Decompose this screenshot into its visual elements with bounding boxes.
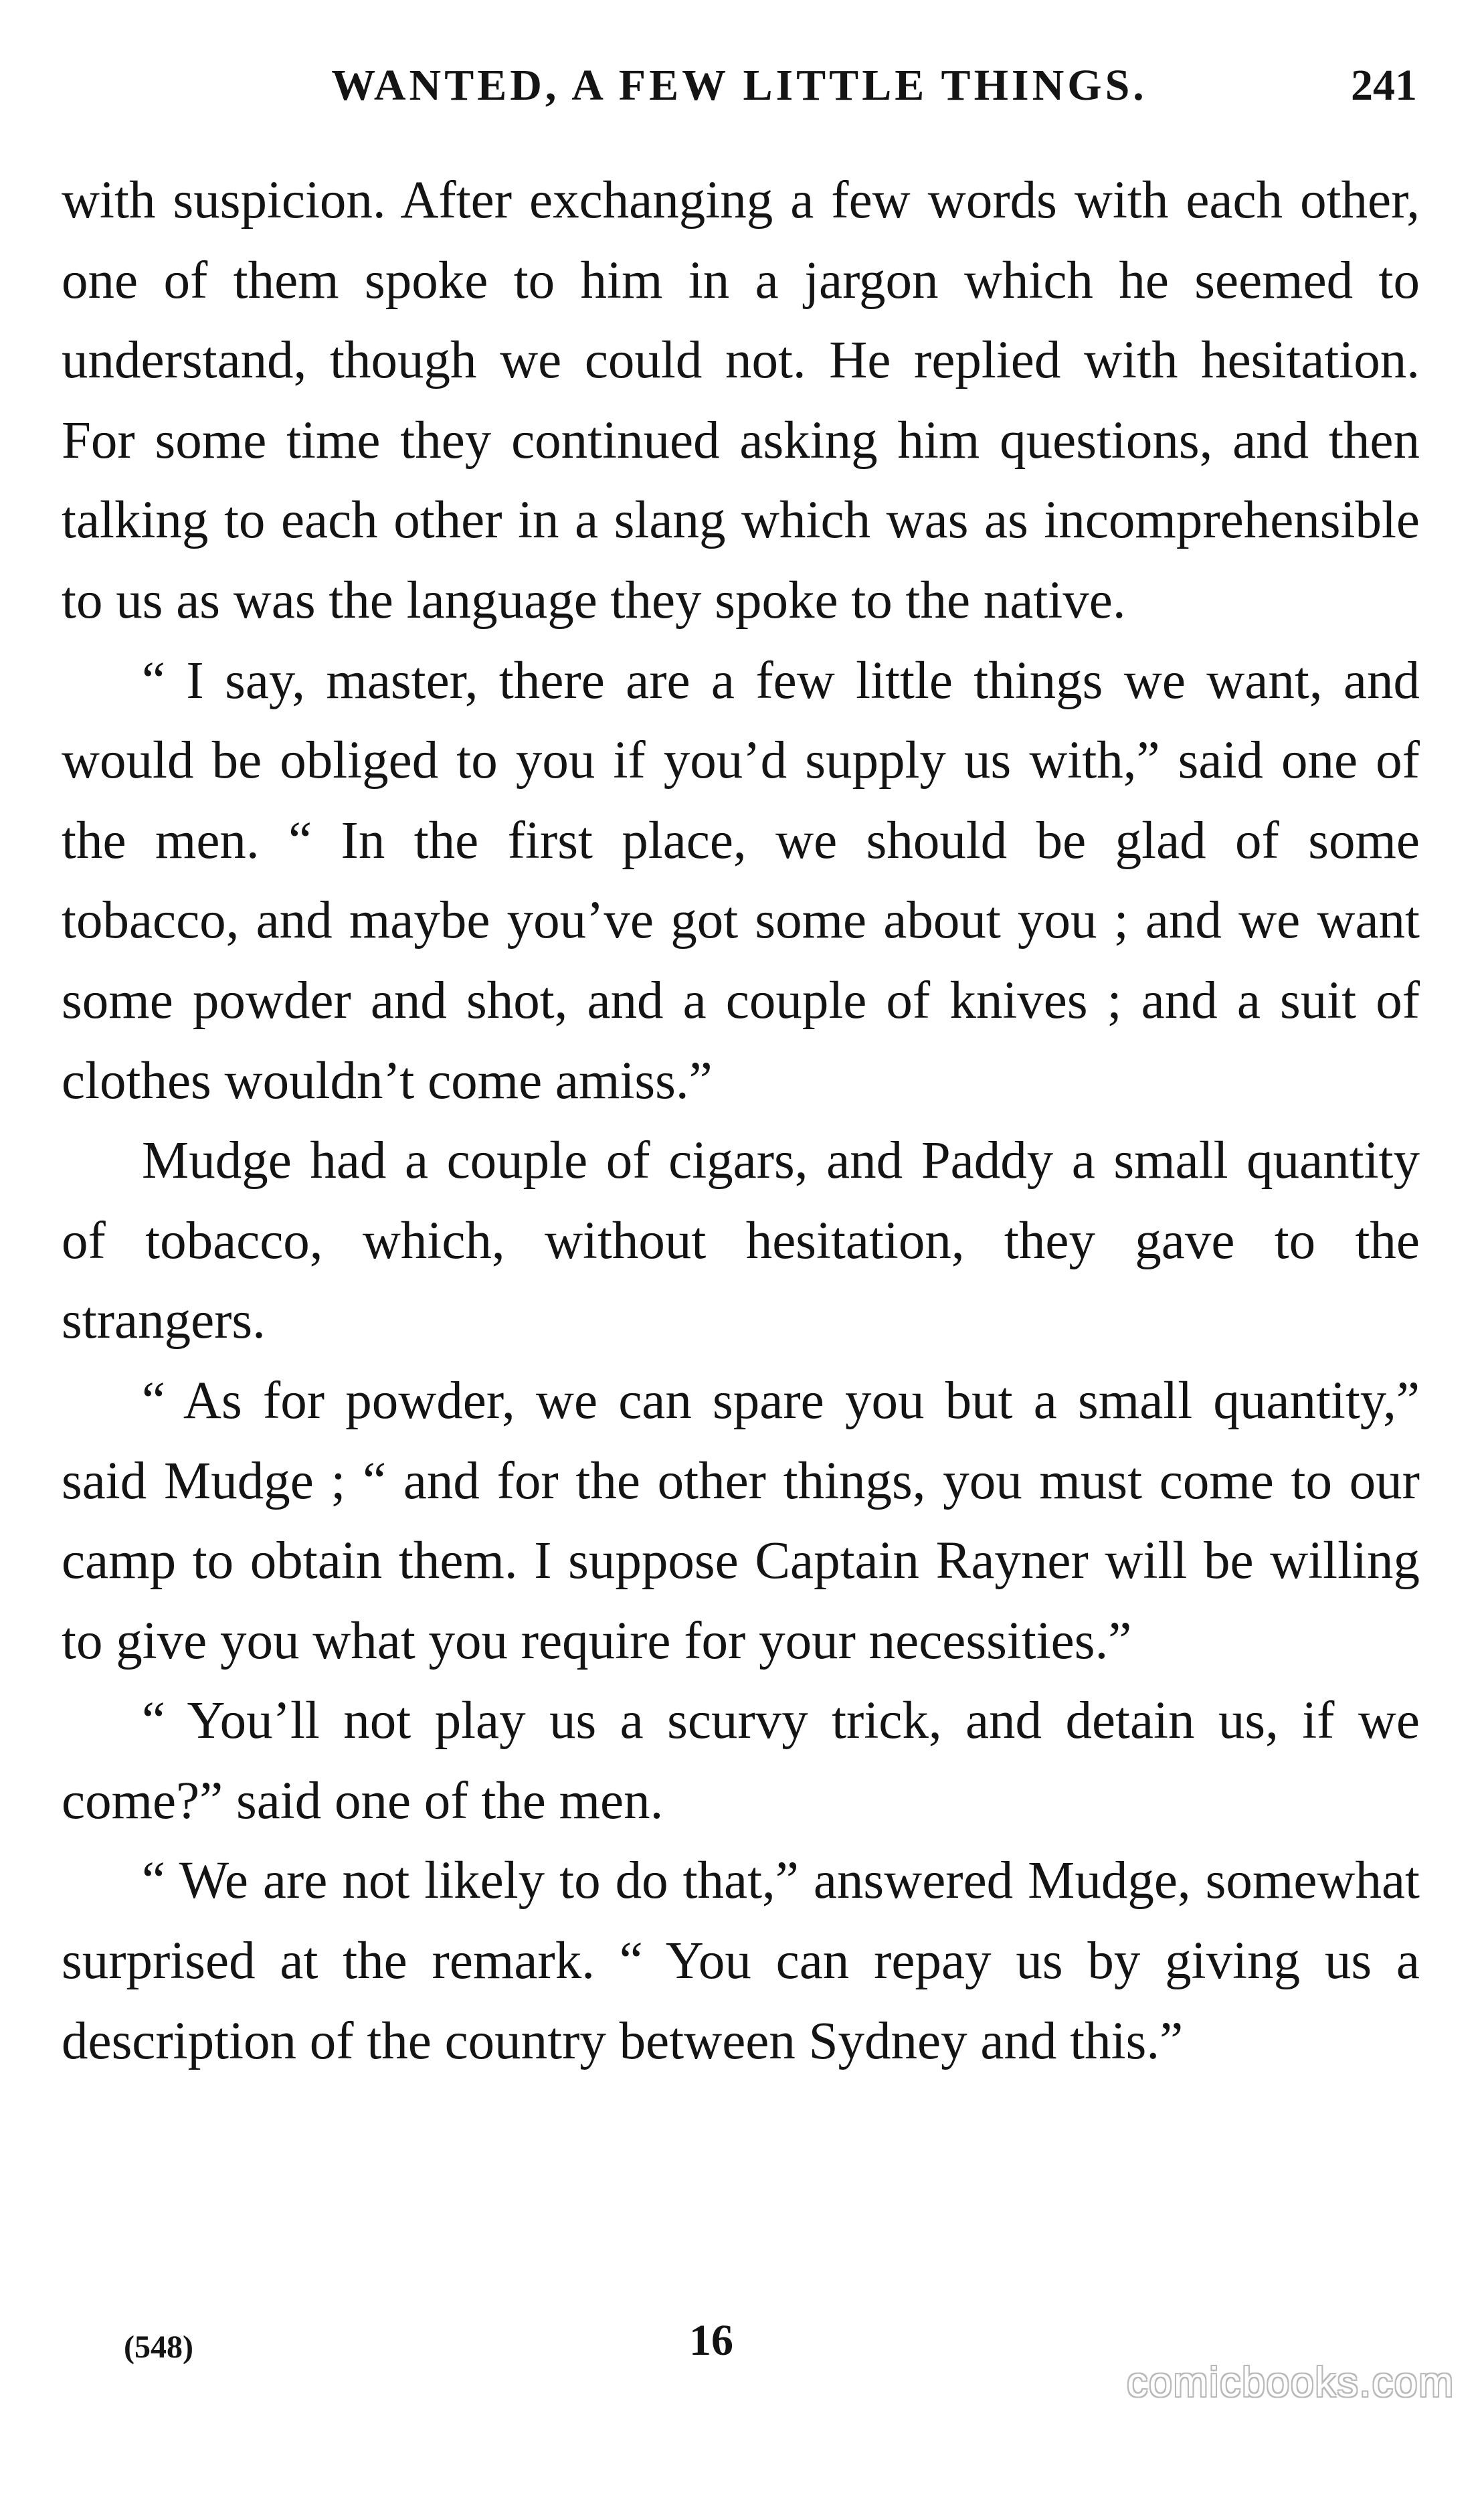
printer-mark: (548) [124, 2329, 193, 2365]
paragraph-6: “ We are not likely to do that,” answered Mudge, somewhat surprised at the remark. “ You can repay us by giving us a description of the country between Sydney and this.” [62, 1852, 1420, 2070]
running-header [0, 40, 1484, 127]
page-number: 241 [1351, 61, 1417, 110]
paragraph-2: “ I say, master, there are a few little things we want, and would be obliged to you if you’d supply us with,” said one of the men. “ In the first place, we should be glad of some tobacco, and maybe you’ve got some about you ; and we want some powder and shot, and a couple of knives ; and a suit of clothes wouldn’t come amiss.” [62, 651, 1420, 1110]
body-text [62, 161, 1420, 2081]
watermark-logo: comicbooks.com [1127, 2359, 1455, 2406]
paragraph-3: Mudge had a couple of cigars, and Paddy a small quantity of tobacco, which, without hesitation, they gave to the strangers. [62, 1132, 1420, 1350]
paragraph-5: “ You’ll not play us a scurvy trick, and detain us, if we come?” said one of the men. [62, 1692, 1420, 1830]
signature-number: 16 [689, 2316, 733, 2365]
page-footer [0, 2302, 1484, 2436]
paragraph-1: with suspicion. After exchanging a few words with each other, one of them spoke to him in a jargon which he seemed to understand, though we could not. He replied with hesitation. For some time they continued asking him questions, and then talking to each other in a slang which was as incomprehensible to us as was the language they spoke to the native. [62, 171, 1420, 630]
paragraph-4: “ As for powder, we can spare you but a small quantity,” said Mudge ; “ and for the other things, you must come to our camp to obtain them. I suppose Captain Rayner will be willing to give you what you require for your necessities.” [62, 1371, 1420, 1670]
running-title: WANTED, A FEW LITTLE THINGS. [331, 61, 1147, 110]
